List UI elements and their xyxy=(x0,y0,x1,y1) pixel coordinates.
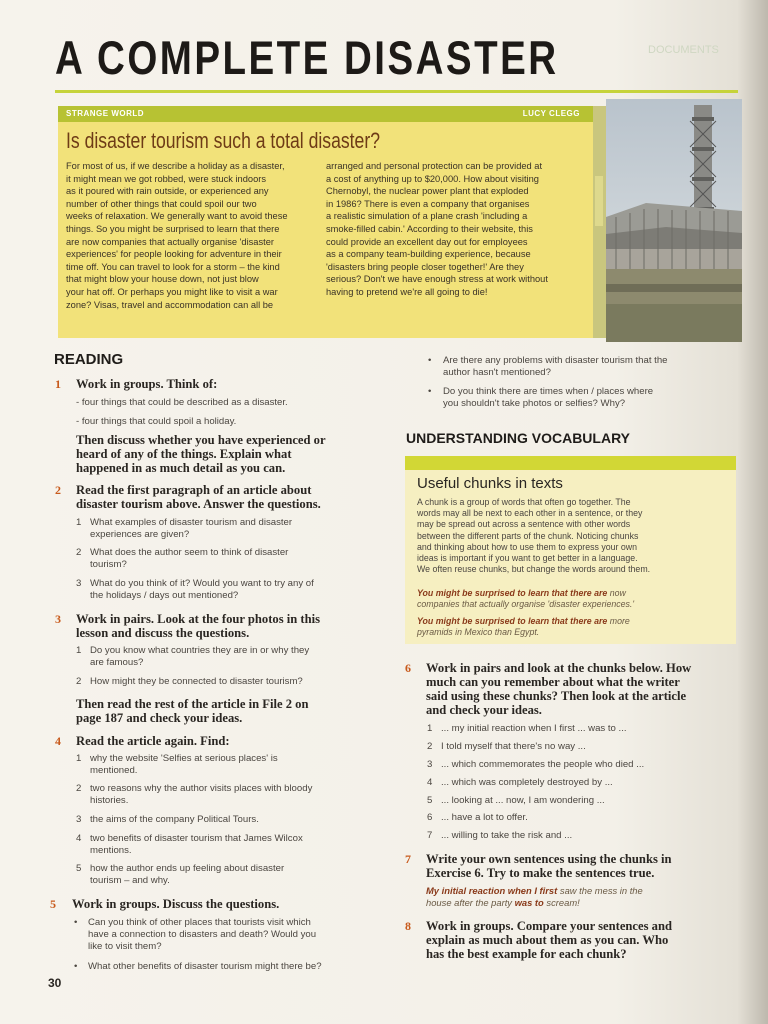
box-title: Useful chunks in texts xyxy=(417,475,563,492)
list-item: How might they be connected to disaster tourism? xyxy=(90,676,303,687)
exercise-prompt: and check your ideas. xyxy=(426,703,542,717)
item-number: 1 xyxy=(76,517,82,528)
article-line: could provide an excellent day out for employees xyxy=(326,236,528,247)
article-line: serious? Don't we have enough stress at work without xyxy=(326,274,548,285)
article-line: arranged and personal protection can be provided at xyxy=(326,161,543,171)
list-item: What examples of disaster tourism and disaster xyxy=(90,517,293,528)
list-item: why the website 'Selfies at serious places' is xyxy=(90,753,278,764)
exercise-example xyxy=(426,885,736,909)
useful-chunks-box xyxy=(405,456,736,644)
exercise-prompt: Read the first paragraph of an article about xyxy=(76,483,312,497)
bullet-icon: • xyxy=(74,917,78,928)
exercise-number: 8 xyxy=(405,919,411,933)
item-number: 2 xyxy=(427,741,433,752)
exercise-prompt: disaster tourism above. Answer the questions. xyxy=(76,497,321,511)
page-title: A COMPLETE DISASTER xyxy=(55,31,559,84)
exercise-prompt: Work in groups. Think of: xyxy=(76,377,218,391)
article-line: a cost of anything up to $20,000. How about visiting xyxy=(326,173,539,184)
example-text: pyramids in Mexico than Egypt. xyxy=(417,627,540,637)
ghost-label: DOCUMENTS xyxy=(648,44,719,56)
list-item: have a connection to disasters and death? Would you xyxy=(88,929,317,940)
chunk-item: ... which commemorates the people who died ... xyxy=(441,759,645,770)
exercise-number: 4 xyxy=(55,734,61,748)
list-item: mentioned. xyxy=(90,765,138,776)
chunk-item: ... have a lot to offer. xyxy=(441,812,528,823)
exercise-number: 1 xyxy=(55,377,61,391)
item-number: 5 xyxy=(427,795,433,806)
list-item: author hasn't mentioned? xyxy=(443,367,551,378)
box-band xyxy=(405,456,736,470)
article-line: things. So you might be surprised to learn that there xyxy=(66,223,280,234)
exercise-follow: page 187 and check your ideas. xyxy=(76,711,243,725)
exercise-follow: heard of any of the things. Explain what xyxy=(76,447,292,461)
chunk-item: I told myself that there's no way ... xyxy=(441,741,586,752)
example-text: saw the mess in the xyxy=(557,885,643,896)
exercise-prompt: Work in groups. Discuss the questions. xyxy=(72,897,280,911)
list-item: two reasons why the author visits places with bloody xyxy=(90,783,313,794)
example-text: scream! xyxy=(543,897,580,908)
article-headline: Is disaster tourism such a total disaster? xyxy=(66,128,380,153)
side-strip xyxy=(593,106,606,338)
exercise-prompt: has the best example for each chunk? xyxy=(426,947,627,961)
example-chunk: You might be surprised to learn that there are xyxy=(417,616,608,626)
item-number: 2 xyxy=(76,547,82,558)
item-number: 4 xyxy=(427,777,433,788)
list-item: Can you think of other places that tourists visit which xyxy=(88,917,311,928)
title-rule xyxy=(55,90,738,93)
list-item: are famous? xyxy=(90,657,144,668)
exercise-number: 7 xyxy=(405,852,411,866)
chernobyl-photo xyxy=(606,99,742,342)
article-line: Chernobyl, the nuclear power plant that exploded xyxy=(326,186,529,197)
exercise-prompt: Work in pairs and look at the chunks below. How xyxy=(426,661,692,675)
list-item: What does the author seem to think of disaster xyxy=(90,547,289,558)
exercise-prompt: Work in pairs. Look at the four photos in this xyxy=(76,612,320,626)
exercise-prompt: much can you remember about what the writer xyxy=(426,675,680,689)
list-item: Do you think there are times when / places where xyxy=(443,386,654,397)
example-chunk: was to xyxy=(514,897,544,908)
exercise-follow: Then read the rest of the article in File 2 on xyxy=(76,697,309,711)
item-number: 5 xyxy=(76,863,82,874)
exercise-prompt: Write your own sentences using the chunks in xyxy=(426,852,672,866)
bullet-icon: • xyxy=(74,961,78,972)
article-line: are now companies that actually organise 'disaster xyxy=(66,236,274,247)
box-line: We often reuse chunks, but change the words around them. xyxy=(417,564,651,575)
exercise-number: 3 xyxy=(55,612,61,626)
exercise-number: 5 xyxy=(50,897,56,911)
item-number: 3 xyxy=(76,578,82,589)
article-line: weeks of relaxation. We generally want to avoid these xyxy=(66,211,288,222)
list-item: the aims of the company Political Tours. xyxy=(90,814,259,825)
article-line: number of other things that could spoil our two xyxy=(66,198,257,209)
example-chunk: My initial reaction when I first xyxy=(426,885,558,896)
article-line: that might blow your house down, not just blow xyxy=(66,274,259,285)
list-item: mentions. xyxy=(90,845,132,856)
exercise-follow: happened in as much detail as you can. xyxy=(76,461,286,475)
item-number: 7 xyxy=(427,830,433,841)
list-item: like to visit them? xyxy=(88,941,162,952)
item-number: 2 xyxy=(76,676,82,687)
list-item: tourism? xyxy=(90,559,127,570)
article-line: having to pretend we're all going to die! xyxy=(326,286,488,297)
exercise-follow: Then discuss whether you have experienced or xyxy=(76,433,326,447)
article-line: as a company team-building experience, because xyxy=(326,249,531,260)
list-item: - four things that could spoil a holiday. xyxy=(76,416,237,427)
article-line: in 1986? There is even a company that organises xyxy=(326,198,530,209)
article-box xyxy=(58,106,598,338)
item-number: 1 xyxy=(76,645,82,656)
list-item: two benefits of disaster tourism that James Wilcox xyxy=(90,833,303,844)
article-line: experiences' for people looking for adventure in their xyxy=(66,249,282,260)
exercise-prompt: said using these chunks? Then look at the article xyxy=(426,689,687,703)
item-number: 6 xyxy=(427,812,433,823)
exercise-number: 2 xyxy=(55,483,61,497)
example-chunk: You might be surprised to learn that there are xyxy=(417,588,608,598)
item-number: 1 xyxy=(76,753,82,764)
list-item: experiences are given? xyxy=(90,529,190,540)
box-example xyxy=(417,588,717,610)
item-number: 1 xyxy=(427,723,433,734)
item-number: 2 xyxy=(76,783,82,794)
chunk-item: ... my initial reaction when I first ... was to ... xyxy=(441,723,627,734)
example-text: more xyxy=(607,616,630,626)
box-body xyxy=(417,497,729,575)
list-item: tourism – and why. xyxy=(90,875,170,886)
list-item: how the author ends up feeling about disaster xyxy=(90,863,285,874)
list-item: histories. xyxy=(90,795,129,806)
box-example xyxy=(417,616,717,638)
chunk-item: ... willing to take the risk and ... xyxy=(441,830,573,841)
article-line: it might mean we got robbed, were stuck indoors xyxy=(66,173,266,184)
box-line: between the different parts of the chunk. Noticing chunks xyxy=(417,530,639,541)
article-band xyxy=(58,106,598,122)
example-text: companies that actually organise 'disaster experiences.' xyxy=(417,599,635,609)
list-item: What other benefits of disaster tourism might there be? xyxy=(88,961,322,972)
box-line: words may all be next to each other in a sentence, or they xyxy=(417,508,643,519)
article-line: smoke-filled cabin.' According to their website, this xyxy=(326,223,533,234)
list-item: you shouldn't take photos or selfies? Why? xyxy=(443,398,626,409)
list-item: Are there any problems with disaster tourism that the xyxy=(443,355,668,366)
item-number: 3 xyxy=(76,814,82,825)
exercise-prompt: lesson and discuss the questions. xyxy=(76,626,250,640)
box-line: ideas is important if you want to get better in a language. xyxy=(417,553,638,564)
article-line: a realistic simulation of a plane crash 'including a xyxy=(326,211,528,222)
article-author: LUCY CLEGG xyxy=(522,109,580,118)
article-line: 'disasters bring people closer together!' Are they xyxy=(326,261,524,272)
vocabulary-heading: UNDERSTANDING VOCABULARY xyxy=(406,430,630,446)
item-number: 3 xyxy=(427,759,433,770)
chunk-item: ... looking at ... now, I am wondering ... xyxy=(441,795,605,806)
article-section: STRANGE WORLD xyxy=(66,109,145,118)
article-line: For most of us, if we describe a holiday as a disaster, xyxy=(66,161,285,171)
exercise-prompt: Read the article again. Find: xyxy=(76,734,230,748)
bullet-icon: • xyxy=(428,355,432,366)
article-column-1 xyxy=(66,160,316,311)
article-line: your hat off. Or perhaps you might like to visit a war xyxy=(66,286,278,297)
list-item: the holidays / days out mentioned? xyxy=(90,590,239,601)
box-line: and thinking about how to use them to express your own xyxy=(417,541,638,552)
chunk-item: ... which was completely destroyed by ... xyxy=(441,777,613,788)
item-number: 4 xyxy=(76,833,82,844)
box-line: A chunk is a group of words that often go together. The xyxy=(417,497,631,507)
exercise-number: 6 xyxy=(405,661,411,675)
box-line: may be spread out across a sentence with other words xyxy=(417,519,631,530)
list-item: Do you know what countries they are in or why they xyxy=(90,645,310,656)
list-item: - four things that could be described as a disaster. xyxy=(76,397,288,408)
page-number: 30 xyxy=(48,976,62,990)
exercise-prompt: Work in groups. Compare your sentences and xyxy=(426,919,672,933)
reading-heading: READING xyxy=(54,351,124,368)
exercise-prompt: Exercise 6. Try to make the sentences true. xyxy=(426,866,655,880)
article-line: as it poured with rain outside, or experienced any xyxy=(66,186,269,197)
chernobyl-illustration xyxy=(606,99,742,342)
list-item: What do you think of it? Would you want to try any of xyxy=(90,578,314,589)
article-line: zone? Visas, travel and accommodation can all be xyxy=(66,299,274,310)
example-text: now xyxy=(607,588,626,598)
example-text: house after the party xyxy=(426,897,515,908)
article-column-2 xyxy=(326,160,584,299)
exercise-prompt: explain as much about them as you can. Who xyxy=(426,933,669,947)
bullet-icon: • xyxy=(428,386,432,397)
article-line: time off. You can travel to look for a storm – the kind xyxy=(66,261,280,272)
